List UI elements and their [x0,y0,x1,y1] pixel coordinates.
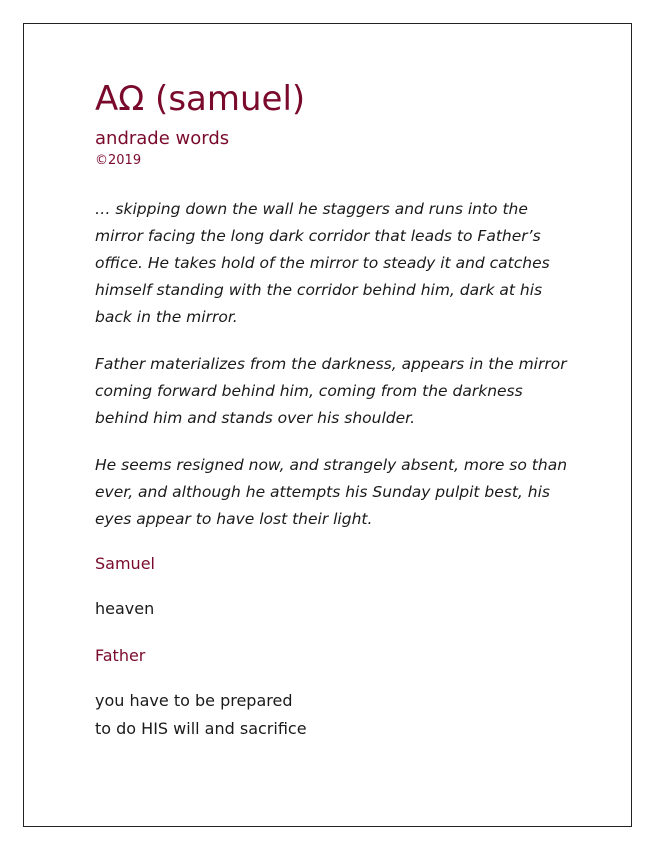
narrative-paragraph: Father materializes from the darkness, appears in the mirror coming forward behind him, coming from the darkness behind him and stands over his shoulder. [95,355,567,427]
copyright-notice: ©2019 [95,153,142,168]
speaker-name: Father [95,646,146,665]
document-content [95,78,575,765]
narrative-paragraph: … skipping down the wall he staggers and runs into the mirror facing the long dark corridor that leads to Father’s office. He takes hold of the mirror to steady it and catches himself standing with the corridor behind him, dark at his back in the mirror. [95,200,550,326]
dialogue-block [95,687,575,743]
dialogue-line: you have to be prepared [95,691,293,710]
dialogue-line: heaven [95,599,155,618]
dialogue-block [95,595,575,623]
document-title: AΩ (samuel) [95,79,306,119]
narrative-paragraph: He seems resigned now, and strangely absent, more so than ever, and although he attempts his Sunday pulpit best, his eyes appear to have lost their light. [95,456,568,528]
author-line: andrade words [95,128,230,149]
dialogue-line: to do HIS will and sacrifice [95,719,307,738]
speaker-name: Samuel [95,554,155,573]
narrative-section [95,196,575,533]
